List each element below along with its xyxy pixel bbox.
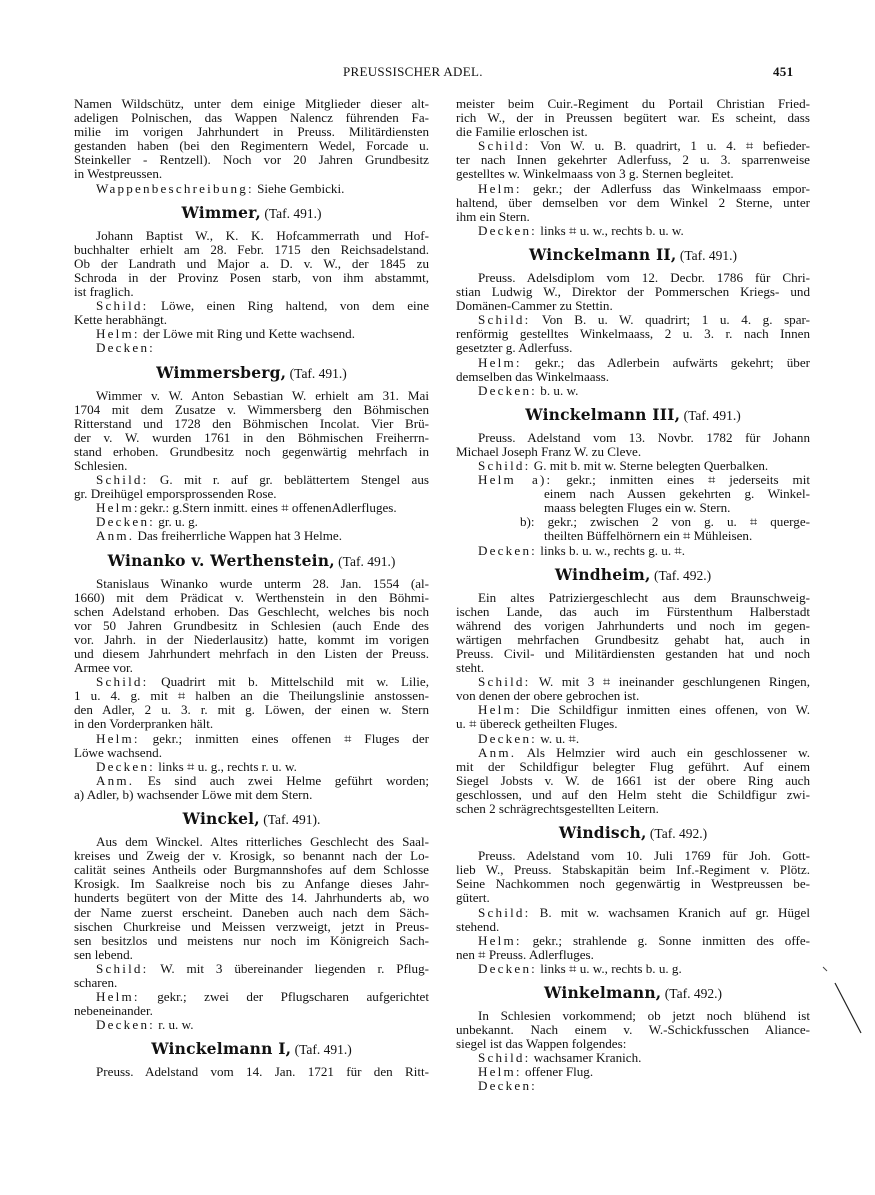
wappen-line	[74, 182, 429, 196]
helm-line	[456, 1065, 810, 1079]
decken-label: Decken:	[96, 514, 156, 530]
text-line: den Adler, 2 u. 3. r. mit g. Löwen, der einen w. Stern	[74, 702, 429, 718]
schild-line	[74, 473, 429, 487]
plate-ref: (Taf. 492.)	[661, 985, 722, 1001]
text-line: demselben das Winkelmaass.	[456, 368, 610, 384]
schild-line	[456, 675, 810, 689]
text-line: unbekannt. Nach einem v. W.-Schickfusschen Aliance-	[456, 1022, 810, 1038]
text-line: Schlesien.	[74, 457, 128, 473]
decken-label: Decken:	[478, 730, 538, 746]
text-line: gütert.	[456, 890, 490, 906]
helm-text: der Löwe mit Ring und Kette wachsend.	[139, 326, 356, 342]
schild-line	[456, 313, 810, 327]
text-line: kreises und Zweig der v. Krosigk, so benannt nach der Lo-	[74, 848, 429, 864]
entry-heading	[456, 404, 810, 426]
schild-label: Schild:	[96, 960, 149, 976]
decken-label: Decken:	[478, 542, 538, 558]
schild-line	[456, 139, 810, 153]
plate-ref: (Taf. 491.)	[676, 247, 738, 263]
entry-heading	[456, 982, 810, 1004]
text-line: Johann Baptist W., K. K. Hofcammerrath und Hof-	[96, 227, 429, 243]
helm-label: Helm:	[96, 500, 140, 516]
helm-label: Helm:	[96, 730, 140, 746]
decken-label: Decken:	[96, 340, 156, 356]
wappen-label: Wappenbeschreibung:	[96, 180, 254, 196]
schild-text: Quadrirt mit b. Mittelschild mit w. Lilie,	[148, 674, 429, 690]
entry-name: Windisch,	[558, 823, 647, 843]
schild-text: Löwe, einen Ring haltend, von dem eine	[148, 298, 429, 314]
text-line: Preuss. Adelsdiplom vom 12. Decbr. 1786 für Chri-	[478, 269, 810, 285]
decken-text: links ⌗ u. w., rechts b. u. w.	[537, 222, 684, 238]
entry-heading	[456, 823, 810, 844]
text-line: vor 50 Jahren Grundbesitz in Schlesien (auch Ende des	[74, 617, 429, 633]
schild-text: B. mit w. wachsamen Kranich auf gr. Hügel	[530, 904, 810, 920]
decken-label: Decken:	[478, 960, 538, 976]
text-line: meister beim Cuir.-Regiment du Portail Christian Fried-	[456, 96, 810, 111]
text-line: adeligen Polnischen, das Wappen Nalencz führenden Fa-	[74, 110, 429, 126]
text-line: rich W., der in Preussen begütert war. Es scheint, dass	[456, 110, 810, 126]
text-line: Kette herabhängt.	[74, 312, 168, 328]
helm-label: Helm:	[478, 1064, 522, 1080]
helm-text: Die Schildfigur inmitten eines offenen, von W.	[521, 702, 810, 718]
text-line: Michael Joseph Franz W. zu Cleve.	[456, 443, 642, 459]
text-line: a) Adler, b) wachsender Löwe mit dem Stern.	[74, 786, 313, 802]
decken-line	[74, 1018, 429, 1032]
plate-ref: (Taf. 491.)	[680, 407, 741, 423]
helm-text: gekr.; inmitten eines ⌗ jederseits mit	[552, 472, 810, 488]
decken-label: Decken:	[478, 1078, 538, 1094]
text-line: gesetzter g. Adlerfuss.	[456, 340, 573, 356]
schild-label: Schild:	[478, 457, 531, 473]
schild-text: wachsamer Kranich.	[530, 1050, 642, 1066]
decken-line	[456, 224, 810, 238]
decken-text: r. u. w.	[155, 1017, 194, 1033]
schild-text: W. mit 3 übereinander liegenden r. Pflug-	[148, 960, 429, 976]
helm-text: offener Flug.	[521, 1064, 594, 1080]
text-line: mit der Schildfigur belegter Flug geführt. Auf einem	[456, 758, 810, 774]
text-line: ter nach Innen gekehrter Adlerfuss, 2 u. 3. sparrenweise	[456, 152, 810, 168]
entry-name: Wimmer,	[181, 202, 261, 222]
text-line: Wimmer v. W. Anton Sebastian W. erhielt am 31. Mai	[96, 387, 429, 403]
right-column	[456, 97, 810, 1094]
helm-a-line	[456, 473, 810, 487]
schild-label: Schild:	[478, 1050, 531, 1066]
entry-name: Winckelmann III,	[525, 404, 681, 424]
text-line: Siegel Jobsts v. W. de 1661 ist der obere Ring auch	[456, 772, 810, 788]
decken-line	[456, 732, 810, 746]
helm-label: Helm a):	[478, 472, 553, 488]
entry-winckelmann-ii	[456, 244, 810, 398]
helm-b-line	[456, 515, 810, 529]
helm-line	[456, 182, 810, 196]
entry-winckelmann-i	[74, 1039, 429, 1080]
text-line: Ein altes Patriziergeschlecht aus dem Braunschweig-	[478, 589, 810, 605]
decken-text: links ⌗ u. w., rechts b. u. g.	[537, 960, 682, 976]
text-line: Domänen-Cammer zu Stettin.	[456, 298, 613, 314]
schild-line	[456, 906, 810, 920]
helm-line	[456, 356, 810, 370]
text-line: Löwe wachsend.	[74, 744, 162, 760]
helm-text: gekr.; strahlende g. Sonne inmitten des offe-	[521, 932, 810, 948]
entry-name: Wimmersberg,	[156, 362, 287, 382]
helm-text: gekr.; der Adlerfuss das Winkelmaass empor-	[521, 180, 810, 196]
entry-name: Winckelmann I,	[151, 1039, 292, 1059]
schild-label: Schild:	[96, 674, 149, 690]
decken-line	[74, 341, 429, 355]
entry-name: Winckel,	[182, 809, 260, 829]
decken-label: Decken:	[96, 758, 156, 774]
text-line: während des vorigen Jahrhunderts und noch im gegen-	[456, 617, 810, 633]
continued-entry	[74, 97, 429, 196]
entry-heading	[74, 809, 429, 830]
helm-b-label: b):	[520, 514, 535, 530]
entry-heading	[74, 202, 429, 224]
decken-label: Decken:	[96, 1017, 156, 1033]
entry-windisch	[456, 823, 810, 976]
text-line: 1704 mit dem Zusatze v. Wimmersberg den Böhmischen	[74, 401, 429, 417]
schild-label: Schild:	[478, 904, 531, 920]
helm-text: gekr.; inmitten eines offenen ⌗ Fluges der	[139, 730, 429, 746]
entry-winckelmann-iii	[456, 404, 810, 558]
page-header-title: PREUSSISCHER ADEL.	[343, 64, 483, 79]
helm-label: Helm:	[478, 702, 522, 718]
schild-text: Von B. u. W. quadrirt; 1 u. 4. g. spar-	[530, 312, 810, 328]
text-line: wärtigen mehrfachen Grundbesitz gehabt hat, auch in	[456, 631, 810, 647]
text-line: u. ⌗ übereck getheilten Fluges.	[456, 716, 618, 732]
plate-ref: (Taf. 491).	[259, 812, 321, 828]
text-line: Preuss. Adelstand vom 14. Jan. 1721 für den Ritt-	[96, 1064, 429, 1080]
text-line: ihm ein Stern.	[456, 208, 530, 224]
continued-entry	[456, 97, 810, 238]
decken-text: w. u. ⌗.	[537, 730, 580, 746]
helm-line	[74, 990, 429, 1004]
text-line: Aus dem Winckel. Altes ritterliches Geschlecht des Saal-	[96, 834, 429, 850]
text-line: 1 u. 4. g. mit ⌗ halben an die Theilungslinie anstossen-	[74, 688, 429, 704]
plate-ref: (Taf. 492.)	[650, 567, 712, 583]
schild-label: Schild:	[96, 298, 149, 314]
page-number: 451	[773, 64, 794, 79]
left-column	[74, 97, 429, 1079]
text-line: Ritterstand und 1728 den Böhmischen Incolat. Vier Brü-	[74, 415, 429, 431]
text-line: In Schlesien vorkommend; ob jetzt noch blühend ist	[478, 1007, 810, 1023]
plate-ref: (Taf. 491.)	[291, 1042, 352, 1058]
text-line: sischen Churkreise und Meissen verzweigt, jetzt in Preus-	[74, 918, 429, 934]
scan-artifact-line	[821, 965, 875, 1045]
helm-label: Helm:	[96, 989, 140, 1005]
decken-label: Decken:	[478, 382, 538, 398]
decken-line	[456, 962, 810, 976]
text-line: buchhalter erhielt am 28. Febr. 1715 den Reichsadelstand.	[74, 241, 429, 257]
text-line: sen lebend.	[74, 946, 133, 962]
text-line: schen 2 schrägrechtsgestellten Leitern.	[456, 801, 659, 817]
helm-line	[456, 703, 810, 717]
text-line: milie im vorigen Jahrhundert in Preuss. Militärdiensten	[74, 124, 429, 140]
text-line: in den Vorderpranken hält.	[74, 716, 214, 732]
text-line: von denen der obere gebrochen ist.	[456, 688, 640, 704]
plate-ref: (Taf. 491.)	[260, 205, 322, 221]
text-line: schen Adelstand erhoben. Das Geschlecht, welches bis noch	[74, 603, 429, 619]
anm-text: Das freiherrliche Wappen hat 3 Helme.	[134, 528, 343, 544]
schild-line	[74, 299, 429, 313]
entry-wimmersberg	[74, 362, 429, 544]
text-line: steht.	[456, 660, 485, 676]
text-line: ist fraglich.	[74, 284, 134, 300]
text-line: maass belegten Fluges ein w. Stern.	[544, 500, 731, 516]
plate-ref: (Taf. 491.)	[334, 553, 396, 569]
text-line: siegel ist das Wappen folgendes:	[456, 1036, 627, 1052]
schild-line	[74, 962, 429, 976]
text-line: Ob der Landrath und Major a. D. v. W., der 1845 zu	[74, 255, 429, 271]
text-line: stian Ludwig W., Direktor der Pommerschen Kriegs- und	[456, 284, 810, 300]
text-line: geschlossen, und auf den Helm steht die Schildfigur zwi-	[456, 786, 810, 802]
text-line: vor. Jahrh. in der Niederlausitz) hatte, kommt im vorigen	[74, 631, 429, 647]
wappen-text: Siehe Gembicki.	[253, 180, 345, 196]
schild-text: Von W. u. B. quadrirt, 1 u. 4. ⌗ befieder-	[530, 138, 810, 154]
text-line: ischen Lande, das auch im Fürstenthum Halberstadt	[456, 603, 810, 619]
anm-label: Anm.	[96, 528, 135, 544]
plate-ref: (Taf. 491.)	[286, 365, 347, 381]
text-line: einem nach Aussen gekehrten g. Winkel-	[544, 486, 810, 502]
text-line: Stanislaus Winanko wurde unterm 28. Jan. 1554 (al-	[96, 575, 429, 591]
plate-ref: (Taf. 492.)	[646, 826, 708, 842]
helm-label: Helm:	[478, 932, 522, 948]
schild-label: Schild:	[478, 138, 531, 154]
text-line: Armee vor.	[74, 660, 133, 676]
text-line: nebeneinander.	[74, 1003, 153, 1019]
helm-line	[74, 327, 429, 341]
schild-line	[456, 459, 810, 473]
text-line: Preuss. Civil- und Militärdiensten gestanden hat und noch	[456, 646, 810, 661]
text-line: theilten Büffelhörnern ein ⌗ Mühleisen.	[544, 528, 753, 544]
schild-label: Schild:	[478, 312, 531, 328]
entry-heading	[456, 564, 810, 586]
decken-text: gr. u. g.	[155, 514, 198, 530]
entry-windheim	[456, 564, 810, 817]
schild-line	[456, 1051, 810, 1065]
text-line: Schroda in der Provinz Posen starb, von ihm abstammt,	[74, 269, 429, 285]
text-line: sen besitzlos und meistens nur noch im Königreich Sach-	[74, 932, 429, 948]
schild-text: W. mit 3 ⌗ ineinander geschlungenen Ringen,	[530, 674, 810, 690]
entry-heading	[74, 550, 429, 572]
helm-line	[74, 501, 429, 515]
helm-text: gekr.: g.Stern inmitt. eines ⌗ offenenAdlerfluges.	[139, 500, 397, 516]
helm-text: gekr.; zwei der Pflugscharen aufgerichtet	[139, 989, 429, 1005]
text-line: lieb W., Preuss. Stabskapitän beim Inf.-Regiment v. Plötz.	[456, 862, 810, 878]
text-line: hunderts begütert von der Mitte des 14. Jahrhunderts ab, wo	[74, 890, 429, 906]
anm-line	[74, 774, 429, 788]
anm-line	[74, 529, 429, 543]
decken-line	[456, 544, 810, 558]
entry-heading	[74, 362, 429, 384]
decken-text: b. u. w.	[537, 382, 579, 398]
entry-wimmer	[74, 202, 429, 356]
schild-text: G. mit r. auf gr. beblättertem Stengel aus	[148, 472, 429, 488]
helm-text: gekr.; das Adlerbein aufwärts gekehrt; über	[521, 354, 810, 370]
schild-label: Schild:	[96, 472, 149, 488]
helm-label: Helm:	[478, 180, 522, 196]
text-line: calität seines Antheils oder Burgmannshofes auf dem Schlosse	[74, 862, 429, 878]
text-line: Krosigk. Im Saalkreise noch bis zu Anfange dieses Jahr-	[74, 876, 429, 892]
anm-text: Als Helmzier wird auch ein geschlossener w.	[516, 744, 810, 760]
running-header	[0, 64, 875, 84]
text-line: und diesem Jahrhundert mehrfach in den Listen der Preuss.	[74, 646, 429, 661]
text-line: renförmig gestelltes Winkelmaass, 2 u. 3. r. nach Innen	[456, 326, 810, 342]
helm-b-text: gekr.; zwischen 2 von g. u. ⌗ querge-	[534, 514, 810, 530]
decken-line	[456, 1079, 810, 1093]
text-line: Seine Nachkommen noch gegenwärtig in Westpreussen be-	[456, 876, 810, 892]
text-line: Preuss. Adelstand vom 10. Juli 1769 für Joh. Gott-	[478, 848, 810, 864]
entry-name: Winanko v. Werthenstein,	[107, 550, 335, 570]
text-line: stehend.	[456, 918, 500, 934]
text-line: Namen Wildschütz, unter dem einige Mitglieder dieser alt-	[74, 96, 429, 111]
anm-line	[456, 746, 810, 760]
text-line: nen ⌗ Preuss. Adlerfluges.	[456, 946, 594, 962]
anm-label: Anm.	[478, 744, 517, 760]
text-line: Steinkeller - Rentzell). Noch vor 20 Jahren Grundbesitz	[74, 152, 429, 168]
anm-label: Anm.	[96, 772, 135, 788]
entry-name: Winkelmann,	[544, 982, 662, 1002]
helm-label: Helm:	[96, 326, 140, 342]
decken-line	[456, 384, 810, 398]
helm-line	[74, 732, 429, 746]
schild-line	[74, 675, 429, 689]
text-line: die Familie erloschen ist.	[456, 124, 588, 140]
decken-label: Decken:	[478, 222, 538, 238]
entry-winkelmann	[456, 982, 810, 1094]
decken-line	[74, 515, 429, 529]
schild-text: G. mit b. mit w. Sterne belegten Querbalken.	[530, 457, 769, 473]
entry-winckel	[74, 809, 429, 1033]
text-line: gestanden haben (bei den Regimentern Wedel, Forcade u.	[74, 138, 429, 154]
decken-line	[74, 760, 429, 774]
entry-winanko	[74, 550, 429, 803]
text-line: gestelltes w. Winkelmaass von 3 g. Sternen begleitet.	[456, 166, 734, 182]
text-line: gr. Dreihügel emporsprossenden Rose.	[74, 486, 277, 502]
entry-heading	[456, 244, 810, 266]
helm-label: Helm:	[478, 354, 522, 370]
text-line: haltend, über demselben vor dem Winkel 2 Sterne, unter	[456, 194, 810, 210]
helm-line	[456, 934, 810, 948]
text-line: 1660) mit dem Prädicat v. Werthenstein in den Böhmi-	[74, 589, 429, 605]
text-line: der Name zuerst erscheint. Daneben auch nach dem Säch-	[74, 904, 429, 920]
text-line: in Westpreussen.	[74, 166, 163, 182]
text-line: stand erhoben. Grundbesitz noch gegenwärtig mehrfach in	[74, 443, 429, 459]
text-line: scharen.	[74, 974, 118, 990]
anm-text: Es sind auch zwei Helme geführt worden;	[134, 772, 429, 788]
entry-name: Windheim,	[554, 564, 651, 584]
entry-heading	[74, 1039, 429, 1060]
text-line: der v. W. wurden 1761 in den Böhmischen Freiherrn-	[74, 429, 429, 445]
entry-name: Winckelmann II,	[528, 244, 677, 264]
decken-text: links ⌗ u. g., rechts r. u. w.	[155, 758, 297, 774]
text-line: Preuss. Adelstand vom 13. Novbr. 1782 für Johann	[478, 429, 810, 445]
decken-text: links b. u. w., rechts g. u. ⌗.	[537, 542, 686, 558]
schild-label: Schild:	[478, 674, 531, 690]
